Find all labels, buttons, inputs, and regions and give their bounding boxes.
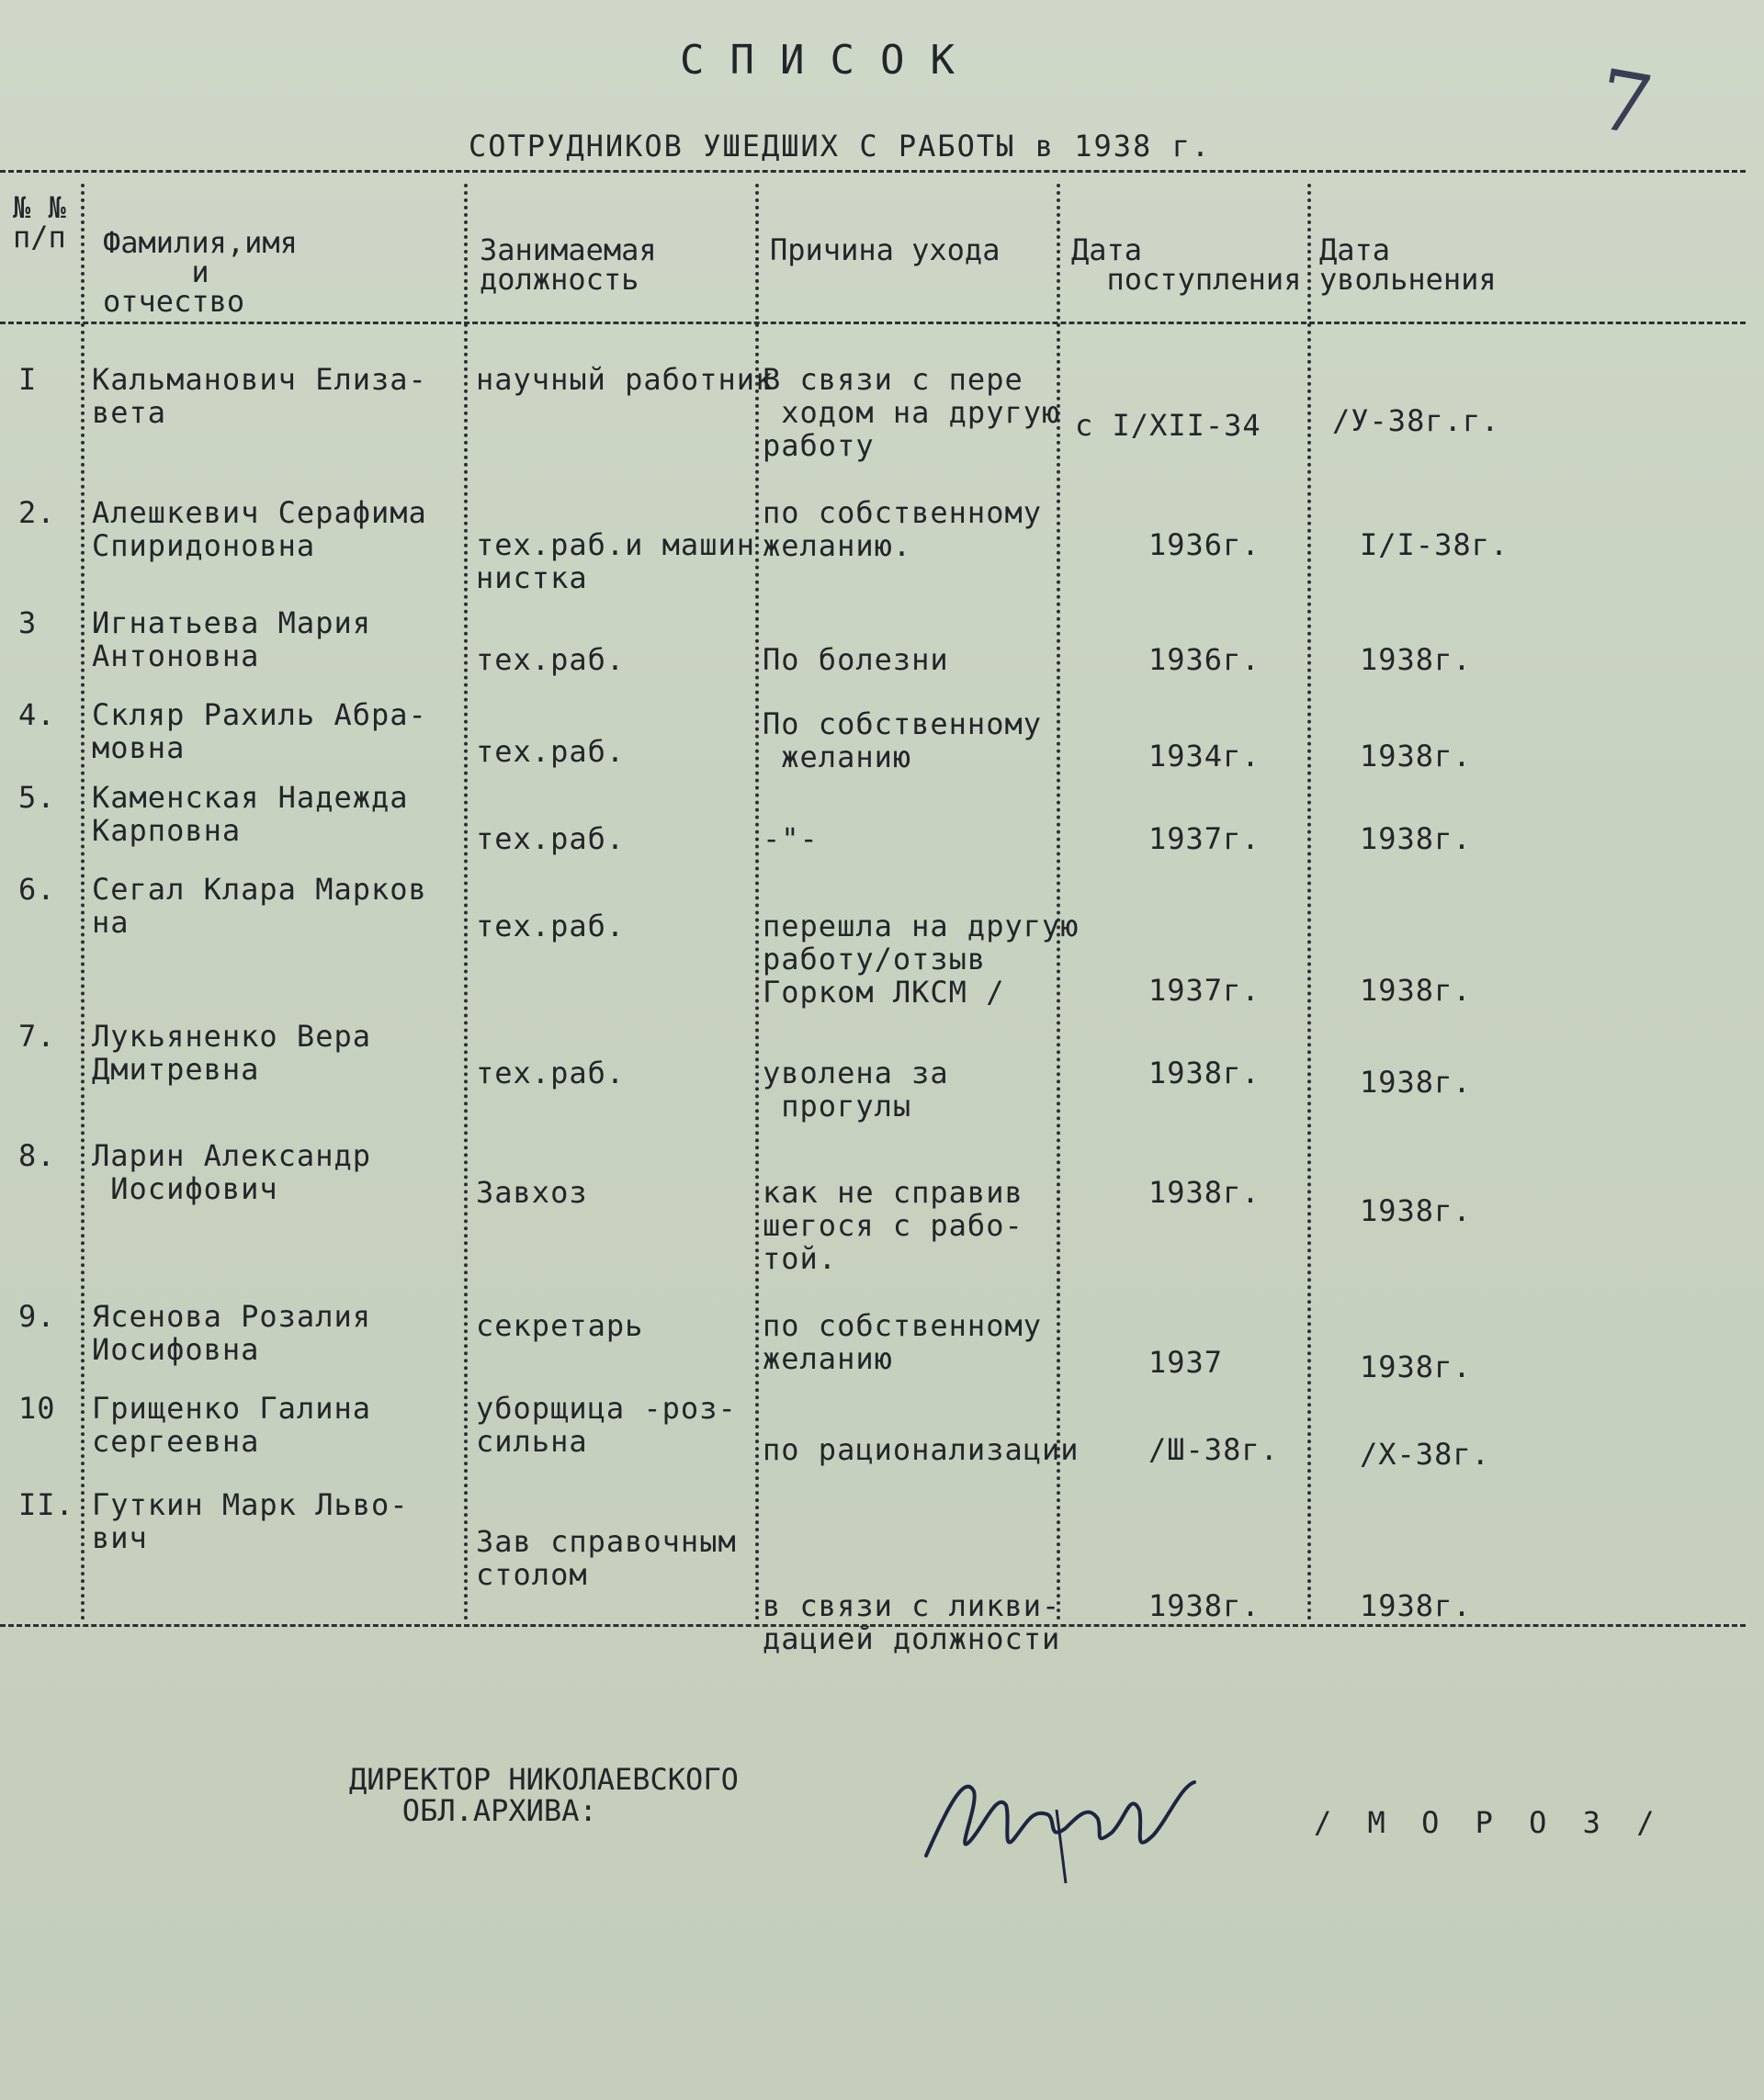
employee-position: Завхоз: [476, 1175, 588, 1210]
dismissal-date: 1938г.: [1360, 1349, 1472, 1384]
dismissal-date: 1938г.: [1360, 821, 1472, 856]
document-title: СПИСОК: [680, 37, 980, 84]
row-number: 2.: [18, 495, 56, 530]
column-separator: [1307, 184, 1311, 1621]
employee-name: Алешкевич Серафима Спиридоновна: [92, 495, 427, 563]
employee-name: Сегал Клара Марков на: [92, 872, 427, 940]
leave-reason: уволена за прогулы: [763, 1056, 949, 1123]
header-position: Занимаемая должность: [480, 232, 657, 297]
document-subtitle: СОТРУДНИКОВ УШЕДШИХ С РАБОТЫ в 1938 г.: [469, 129, 1212, 164]
header-bottom-rule: [0, 322, 1746, 324]
header-date-in: Дата поступления: [1071, 232, 1302, 297]
hire-date: с I/XII-34: [1075, 408, 1261, 443]
employee-name: Грищенко Галина сергеевна: [92, 1391, 371, 1459]
employee-position: тех.раб.: [476, 642, 626, 677]
leave-reason: По болезни: [763, 642, 949, 677]
row-number: 8.: [18, 1138, 56, 1173]
hire-date: 1934г.: [1148, 739, 1261, 773]
employee-position: уборщица -роз- сильна: [476, 1391, 737, 1459]
column-separator: [464, 184, 468, 1621]
dismissal-date: 1938г.: [1360, 1065, 1472, 1100]
hire-date: 1937: [1148, 1345, 1224, 1380]
hire-date: 1936г.: [1148, 527, 1261, 562]
hire-date: 1937г.: [1148, 973, 1261, 1008]
employee-position: тех.раб.: [476, 1056, 626, 1090]
header-reason: Причина ухода: [770, 232, 1001, 267]
row-number: 4.: [18, 697, 56, 732]
dismissal-date: /У-38г.г.: [1332, 403, 1500, 438]
employee-name: Ларин Александр Иосифович: [92, 1138, 371, 1206]
dismissal-date: 1938г.: [1360, 1588, 1472, 1623]
director-label: ДИРЕКТОР НИКОЛАЕВСКОГО ОБЛ.АРХИВА:: [349, 1762, 739, 1828]
director-signature: [919, 1755, 1222, 1896]
row-number: II.: [18, 1487, 74, 1522]
row-number: 10: [18, 1391, 56, 1426]
hire-date: 1937г.: [1148, 821, 1261, 856]
leave-reason: В связи с пере ходом на другую работу: [763, 362, 1061, 463]
row-number: 5.: [18, 780, 56, 815]
row-number: 3: [18, 605, 38, 640]
page-number: 7: [1590, 51, 1659, 156]
dismissal-date: 1938г.: [1360, 642, 1472, 677]
hire-date: 1938г.: [1148, 1175, 1261, 1210]
employee-position: тех.раб.: [476, 909, 626, 943]
header-name: Фамилия,имя и отчество: [103, 225, 298, 319]
employee-name: Каменская Надежда Карповна: [92, 780, 409, 848]
hire-date: /Ш-38г.: [1148, 1432, 1279, 1467]
employee-position: Зав справочным столом: [476, 1524, 737, 1592]
leave-reason: по собственному желанию: [763, 1308, 1042, 1376]
dismissal-date: 1938г.: [1360, 1193, 1472, 1228]
leave-reason: по собственному желанию.: [763, 495, 1042, 563]
row-number: 9.: [18, 1299, 56, 1334]
header-date-out: Дата увольнения: [1319, 232, 1497, 297]
hire-date: 1938г.: [1148, 1588, 1261, 1623]
employee-position: тех.раб.: [476, 821, 626, 856]
dismissal-date: 1938г.: [1360, 739, 1472, 773]
header-top-rule: [0, 170, 1746, 173]
dismissal-date: I/I-38г.: [1360, 527, 1510, 562]
hire-date: 1936г.: [1148, 642, 1261, 677]
leave-reason: перешла на другую работу/отзыв Горком ЛКСМ /: [763, 909, 1080, 1010]
employee-position: секретарь: [476, 1308, 644, 1343]
row-number: I: [18, 362, 38, 397]
leave-reason: в связи с ликви- дацией должности: [763, 1588, 1061, 1656]
employee-position: научный работник: [476, 362, 775, 397]
leave-reason: как не справив шегося с рабо- той.: [763, 1175, 1023, 1276]
director-name: / М О Р О З /: [1314, 1805, 1664, 1840]
employee-name: Лукьяненко Вера Дмитревна: [92, 1019, 371, 1087]
dismissal-date: /Х-38г.: [1360, 1437, 1490, 1472]
leave-reason: -"-: [763, 821, 819, 856]
header-num: № № п/п: [13, 190, 66, 254]
employee-name: Гуткин Марк Льво- вич: [92, 1487, 409, 1555]
employee-position: тех.раб.и машин нистка: [476, 527, 755, 595]
employee-name: Ясенова Розалия Иосифовна: [92, 1299, 371, 1367]
dismissal-date: 1938г.: [1360, 973, 1472, 1008]
column-separator: [81, 184, 85, 1621]
row-number: 7.: [18, 1019, 56, 1054]
employee-name: Кальманович Елиза- вета: [92, 362, 427, 430]
column-separator: [755, 184, 759, 1621]
leave-reason: По собственному желанию: [763, 706, 1042, 774]
employee-position: тех.раб.: [476, 734, 626, 769]
employee-name: Игнатьева Мария Антоновна: [92, 605, 371, 673]
row-number: 6.: [18, 872, 56, 907]
leave-reason: по рационализации: [763, 1432, 1080, 1467]
employee-name: Скляр Рахиль Абра- мовна: [92, 697, 427, 765]
hire-date: 1938г.: [1148, 1056, 1261, 1090]
